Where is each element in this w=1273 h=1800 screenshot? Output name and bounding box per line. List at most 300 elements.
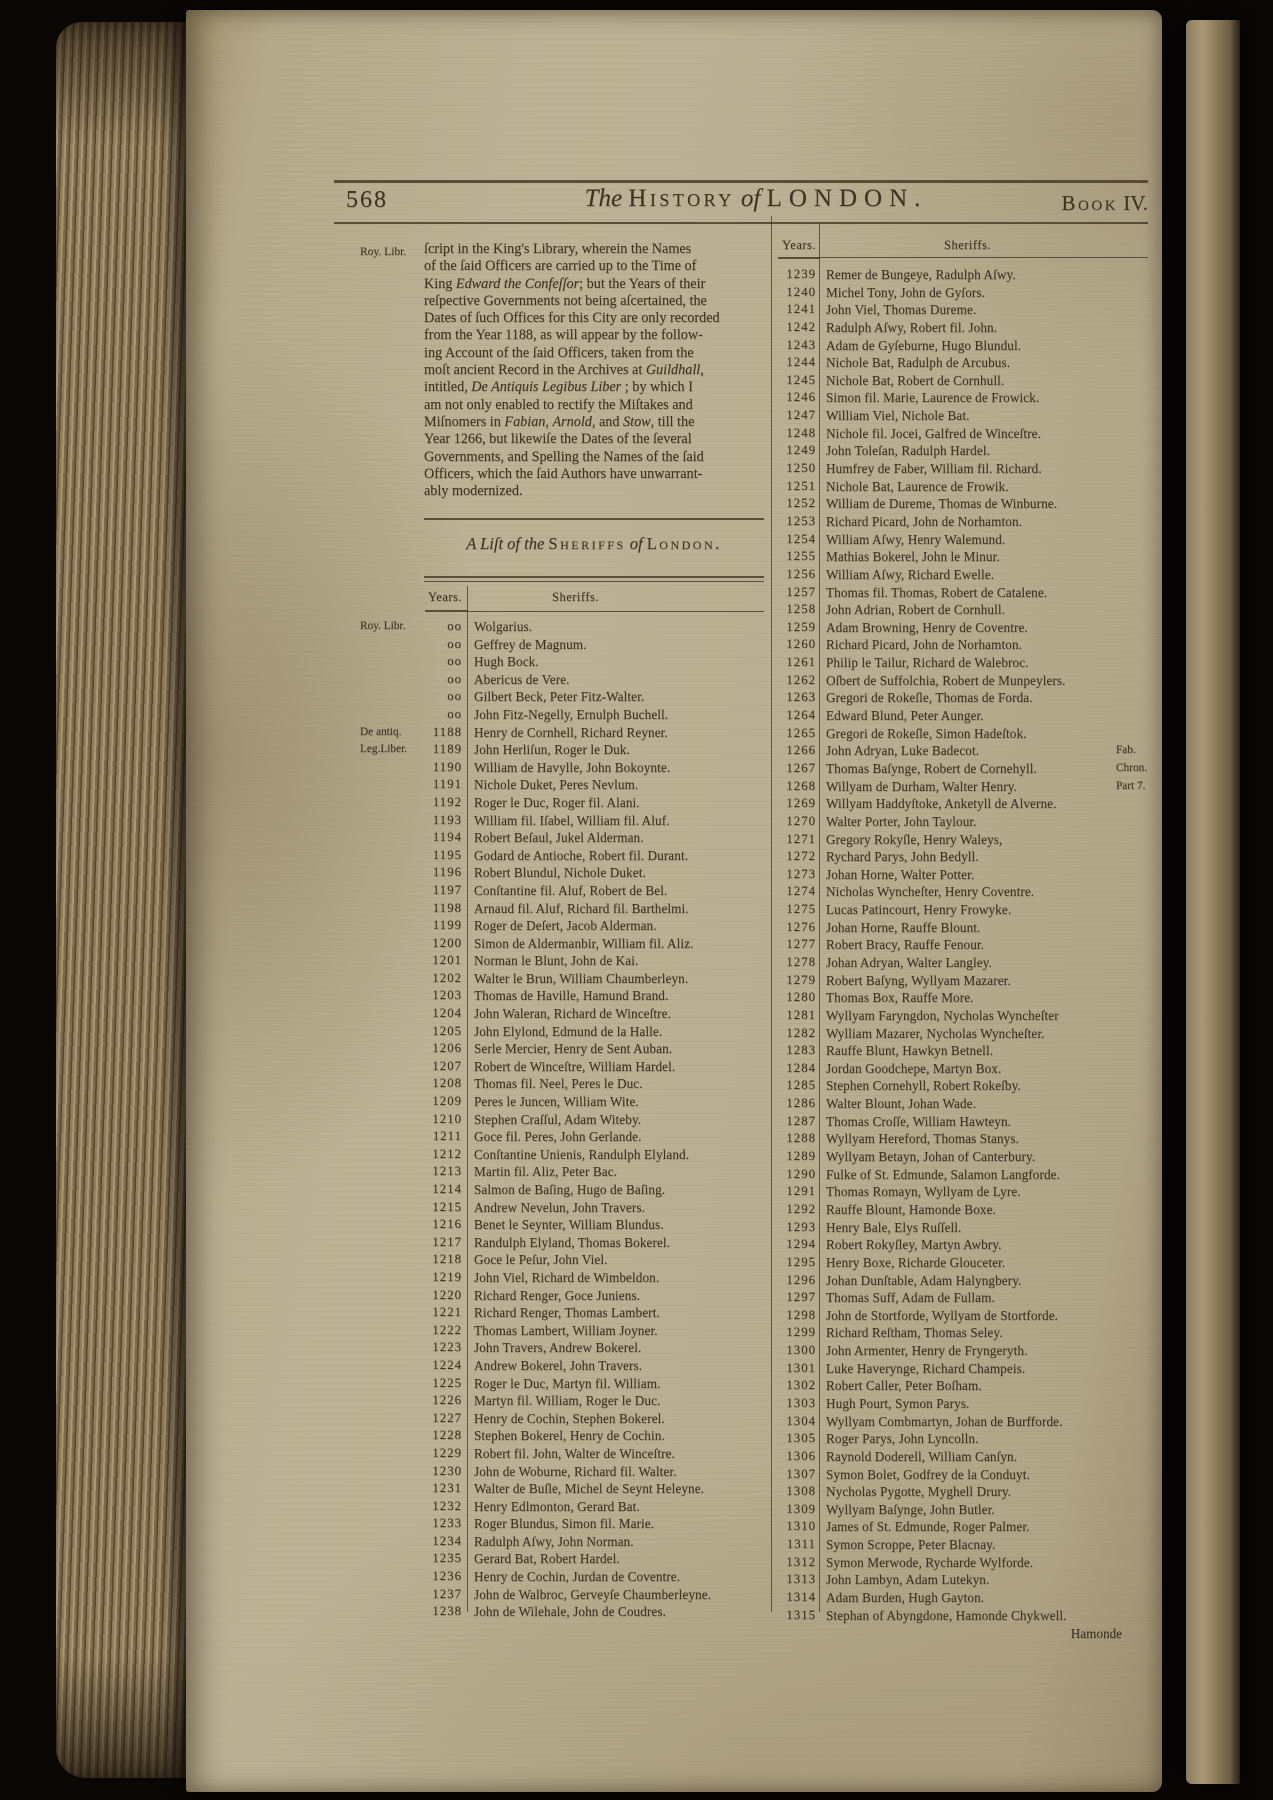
sheriffs-cell: Richard Reſtham, Thomas Seley. [826,1325,1003,1341]
table-row [780,1571,1160,1589]
table-row [424,1146,766,1164]
table-row [780,319,1160,337]
year-cell: 1247 [786,408,816,423]
year-cell: 1267 [786,760,816,775]
table-row [780,1430,1160,1448]
sheriffs-cell: Thomas Suff, Adam de Fullam. [826,1290,995,1306]
intro-paragraph [424,241,766,500]
table-row [780,866,1160,884]
year-cell: 1231 [432,1481,462,1496]
table-row [424,671,766,689]
year-cell: 1221 [432,1305,462,1320]
sheriffs-cell: Stephen Cornehyll, Robert Rokeſby. [826,1078,1021,1094]
sheriffs-cell: Roger le Duc, Martyn fil. William. [474,1375,661,1391]
sheriffs-cell: William de Dureme, Thomas de Winburne. [826,496,1058,512]
table-row [780,1113,1160,1131]
year-cell: 1245 [786,372,816,387]
year-cell: 1194 [432,830,462,845]
year-cell: 1241 [786,302,816,317]
table-row [780,778,1160,796]
table-row [780,1254,1160,1272]
table-row [780,1413,1160,1431]
year-cell: 1309 [786,1501,816,1516]
sheriffs-cell: Henry de Cornhell, Richard Reyner. [474,724,668,740]
year-cell: 1218 [432,1252,462,1267]
year-cell: 1280 [786,990,816,1005]
table-row [360,741,766,759]
sheriffs-cell: Gregory Rokyſle, Henry Waleys, [826,831,1003,847]
table-row [780,1518,1160,1536]
sheriffs-cell: Luke Haverynge, Richard Champeis. [826,1360,1026,1376]
year-cell: 1305 [786,1431,816,1446]
sheriffs-cell: Geffrey de Magnum. [474,636,587,652]
sheriffs-cell: Thomas Romayn, Wyllyam de Lyre. [826,1184,1021,1200]
sheriffs-cell: Philip le Tailur, Richard de Walebroc. [826,655,1029,671]
year-cell: 1215 [432,1199,462,1214]
year-cell: 1313 [786,1572,816,1587]
sheriffs-cell: Thomas fil. Neel, Peres le Duc. [474,1076,643,1092]
sheriffs-cell: Nichole Bat, Robert de Cornhull. [826,372,1005,388]
year-cell: 1279 [786,972,816,987]
year-cell: 1210 [432,1111,462,1126]
sheriffs-cell: Humfrey de Faber, William fil. Richard. [826,461,1042,477]
table-row [424,917,766,935]
year-cell: 1207 [432,1058,462,1073]
sheriffs-cell: Gilbert Beck, Peter Fitz-Walter. [474,689,645,705]
table-row [780,636,1160,654]
table-row [780,1236,1160,1254]
table-row [780,1342,1160,1360]
sheriffs-cell: William Aſwy, Henry Walemund. [826,531,1006,547]
sheriffs-cell: Roger Blundus, Simon fil. Marie. [474,1516,655,1532]
table-row [780,407,1160,425]
table-row [424,1463,766,1481]
sheriffs-cell: Nicholas Wyncheſter, Henry Coventre. [826,884,1035,900]
sheriffs-cell: Mathias Bokerel, John le Minur. [826,549,1000,565]
paragraph-line: Governments, and Spelling the Names of the ſaid [424,448,704,465]
year-cell: 1232 [432,1498,462,1513]
year-cell: 1292 [786,1201,816,1216]
year-cell: 1291 [786,1184,816,1199]
table-row [424,1586,766,1604]
sheriffs-cell: John de Wilehale, John de Coudres. [474,1604,666,1620]
year-cell: 1271 [786,831,816,846]
table-row [424,1199,766,1217]
sheriffs-cell: Wyllyam Hereford, Thomas Stanys. [826,1131,1019,1147]
year-cell: 1310 [786,1519,816,1534]
table-row [424,1111,766,1129]
sheriffs-cell: Walter Porter, John Taylour. [826,813,977,829]
table-row [424,970,766,988]
year-cell: 1205 [432,1023,462,1038]
table-row [424,1339,766,1357]
sheriffs-cell: Randulph Elyland, Thomas Bokerel. [474,1234,671,1250]
right-sheriffs-table [780,266,1160,1624]
year-cell: 1281 [786,1007,816,1022]
sheriffs-cell: Robert de Winceſtre, William Hardel. [474,1058,676,1074]
table-row [424,1269,766,1287]
sheriffs-cell: Thomas Baſynge, Robert de Cornehyll. [826,760,1037,776]
table-row [780,1483,1160,1501]
sheriffs-cell: Wolgarius. [474,619,533,634]
sheriffs-cell: Wyllyam Betayn, Johan of Canterbury. [826,1149,1036,1165]
sheriffs-cell: Henry Boxe, Richarde Glouceter. [826,1254,1006,1270]
year-cell: 1256 [786,566,816,581]
year-cell: 1220 [432,1287,462,1302]
table-top-rule-2 [424,581,764,582]
sheriffs-cell: William Aſwy, Richard Ewelle. [826,566,995,582]
paragraph-line: of the ſaid Officers are carried up to the Time of [424,258,697,275]
year-cell: 1315 [786,1607,816,1622]
year-cell: 1306 [786,1448,816,1463]
sheriffs-cell: Walter Blount, Johan Wade. [826,1096,977,1112]
table-row [780,901,1160,919]
table-row [424,1128,766,1146]
year-cell: 1208 [432,1076,462,1091]
table-row [424,1357,766,1375]
page-title: The History of LONDON. [584,185,928,212]
table-row [780,1025,1160,1043]
table-row [424,794,766,812]
table-row [780,1007,1160,1025]
sheriffs-cell: Richard Picard, John de Norhamton. [826,513,1023,529]
margin-note: Chron. [1116,761,1148,774]
sheriffs-cell: Thomas de Haville, Hamund Brand. [474,988,669,1004]
sheriffs-cell: Thomas Box, Rauffe More. [826,990,974,1006]
year-cell: 1229 [432,1445,462,1460]
sheriffs-cell: Nichole Bat, Radulph de Arcubus. [826,355,1011,371]
table-row [424,1392,766,1410]
table-row [780,883,1160,901]
year-cell: 1301 [786,1360,816,1375]
year-cell: 1191 [432,777,462,792]
year-cell: 1264 [786,708,816,723]
sheriffs-cell: John Waleran, Richard de Winceſtre. [474,1006,671,1022]
year-cell: 1297 [786,1290,816,1305]
year-cell: 1237 [432,1586,462,1601]
year-cell: 1285 [786,1078,816,1093]
sheriffs-cell: Abericus de Vere. [474,671,570,687]
table-row [424,1515,766,1533]
sheriffs-cell: Stephan of Abyngdone, Hamonde Chykwell. [826,1607,1067,1623]
sheriffs-cell: Wyllyam Faryngdon, Nycholas Wyncheſter [826,1007,1059,1023]
sheriffs-cell: Hugh Bock. [474,654,539,670]
sheriffs-cell: Jordan Goodchepe, Martyn Box. [826,1060,1002,1076]
column-divider [771,216,772,1612]
year-cell: 1242 [786,319,816,334]
year-cell: 1239 [786,267,816,281]
sheriffs-cell: John Armenter, Henry de Fryngeryth. [826,1343,1028,1359]
table-row [424,636,766,654]
sheriffs-cell: Johan Horne, Walter Potter. [826,866,975,882]
sheriffs-cell: Wyllyam Baſynge, John Butler. [826,1501,995,1517]
table-row [780,1042,1160,1060]
table-row [780,1360,1160,1378]
sheriffs-cell: Thomas fil. Thomas, Robert de Catalene. [826,584,1048,600]
sheriffs-cell: Symon Merwode, Rycharde Wylforde. [826,1554,1034,1570]
year-cell: 1202 [432,970,462,985]
sheriffs-cell: Symon Scroppe, Peter Blacnay. [826,1537,996,1553]
sheriffs-cell: Rauffe Blunt, Hawkyn Betnell. [826,1043,994,1059]
year-cell: 1223 [432,1340,462,1355]
table-row [780,1501,1160,1519]
table-row [780,389,1160,407]
sheriffs-cell: John Elylond, Edmund de la Halle. [474,1023,663,1039]
paragraph-line: from the Year 1188, as will appear by the follow- [424,327,703,344]
table-row [780,1607,1160,1625]
year-cell: 1286 [786,1096,816,1111]
paragraph-line: am not only enabled to rectify the Miſtakes and [424,396,693,413]
sheriffs-cell: Henry de Cochin, Jurdan de Coventre. [474,1569,681,1585]
sheriffs-cell: Nichole fil. Jocei, Galfred de Winceſtre. [826,425,1041,441]
margin-note: Fab. [1116,744,1136,757]
page-number: 568 [346,187,388,213]
sheriffs-cell: Robert Blundul, Nichole Duket. [474,865,646,881]
sheriffs-cell: John Adrian, Robert de Cornhull. [826,602,1006,618]
sheriffs-cell: Michel Tony, John de Gyſors. [826,284,986,300]
table-row [424,1040,766,1058]
table-row [424,688,766,706]
sheriffs-cell: Fulke of St. Edmunde, Salamon Langforde. [826,1166,1061,1182]
sheriffs-cell: Thomas Lambert, William Joyner. [474,1322,658,1338]
sheriffs-cell: Johan Adryan, Walter Langley. [826,954,992,970]
year-cell: 1258 [786,602,816,617]
table-row [780,584,1160,602]
year-cell: 1248 [786,425,816,440]
sheriffs-cell: Johan Dunſtable, Adam Halyngbery. [826,1272,1022,1288]
adjacent-page-edge [1186,20,1240,1784]
year-cell: 1250 [786,461,816,476]
sheriffs-cell: Robert Beſaul, Jukel Alderman. [474,830,644,846]
sheriffs-cell: Serle Mercier, Henry de Sent Auban. [474,1041,673,1057]
paragraph-line: Dates of ſuch Offices for this City are only recorded [424,310,720,327]
sheriffs-cell: Adam Burden, Hugh Gayton. [826,1590,985,1606]
sheriffs-cell: Radulph Aſwy, John Norman. [474,1533,634,1549]
year-cell: oo [447,654,462,669]
table-row [424,1234,766,1252]
margin-note: Roy. Libr. [360,620,406,632]
sheriffs-cell: John Herliſun, Roger le Duk. [474,742,630,758]
year-cell: 1312 [786,1554,816,1569]
year-cell: 1296 [786,1272,816,1287]
paragraph-line: Miſnomers in Fabian, Arnold, and Stow, till the [424,413,695,430]
table-row [424,759,766,777]
year-cell: 1238 [432,1604,462,1619]
table-row [424,1322,766,1340]
table-row [424,952,766,970]
year-cell: 1314 [786,1590,816,1605]
table-row [780,337,1160,355]
table-row [780,1201,1160,1219]
table-row [780,1307,1160,1325]
year-cell: 1304 [786,1413,816,1428]
sheriffs-cell: John de Woburne, Richard fil. Walter. [474,1463,677,1479]
year-cell: 1192 [432,794,462,809]
sheriffs-cell: Goce le Peſur, John Viel. [474,1252,608,1268]
sheriffs-cell: Gregori de Rokeſle, Simon Hadeſtok. [826,725,1027,741]
table-row [780,1466,1160,1484]
sheriffs-cell: John Viel, Thomas Dureme. [826,302,977,318]
table-row [424,1005,766,1023]
paragraph-line: intitled, De Antiquis Legibus Liber ; by which I [424,379,693,396]
table-row [424,1445,766,1463]
table-row [780,1060,1160,1078]
table-row [424,1410,766,1428]
year-cell: 1252 [786,496,816,511]
year-cell: 1249 [786,443,816,458]
year-cell: 1196 [432,865,462,880]
year-cell: 1257 [786,584,816,599]
table-row [780,795,1160,813]
table-row [780,1166,1160,1184]
table-row [780,725,1160,743]
table-row [424,1093,766,1111]
table-row [780,1395,1160,1413]
year-cell: 1211 [432,1129,462,1144]
table-row [780,919,1160,937]
sheriffs-cell: Oſbert de Suffolchia, Robert de Munpeylers. [826,672,1066,688]
table-row [424,776,766,794]
sheriffs-cell: William Viel, Nichole Bat. [826,408,970,424]
sheriffs-cell: Richard Picard, John de Norhamton. [826,637,1023,653]
year-cell: 1219 [432,1269,462,1284]
table-row [780,301,1160,319]
year-cell: 1260 [786,637,816,652]
left-sheriffs-header: Sheriffs. [552,590,599,604]
table-row [780,1183,1160,1201]
sheriffs-cell: Robert Rokyſley, Martyn Awbry. [826,1237,1002,1253]
paragraph-line: ſcript in the King's Library, wherein the Names [424,241,692,257]
sheriffs-cell: John de Walbroc, Gerveyſe Chaumberleyne. [474,1586,712,1602]
table-row [424,706,766,724]
year-cell: 1190 [432,759,462,774]
table-row [424,935,766,953]
table-row [424,1533,766,1551]
year-cell: 1299 [786,1325,816,1340]
sheriffs-cell: Richard Renger, Thomas Lambert. [474,1305,660,1321]
sheriffs-cell: Nichole Bat, Laurence de Frowik. [826,478,1009,494]
year-cell: 1278 [786,954,816,969]
year-cell: 1276 [786,919,816,934]
margin-note: Roy. Libr. [360,246,407,258]
book-page [186,10,1162,1792]
sheriffs-cell: John de Stortforde, Wyllyam de Stortforde. [826,1307,1059,1323]
year-cell: oo [447,689,462,704]
year-cell: 1294 [786,1237,816,1252]
year-cell: oo [447,671,462,686]
sheriffs-cell: Nichole Duket, Peres Nevlum. [474,777,639,793]
paragraph-line: reſpective Governments not being aſcertained, the [424,292,707,309]
table-row [780,742,1160,760]
table-row [780,672,1160,690]
table-row [424,847,766,865]
table-row [780,848,1160,866]
table-row [780,601,1160,619]
table-row [780,619,1160,637]
table-row [424,1075,766,1093]
year-cell: 1226 [432,1393,462,1408]
sheriffs-cell: Wylliam Mazarer, Nycholas Wyncheſter. [826,1025,1045,1041]
table-row [424,882,766,900]
year-cell: 1206 [432,1041,462,1056]
paragraph-line: moſt ancient Record in the Archives at Guildhall, [424,362,704,379]
right-sheriffs-header: Sheriffs. [944,238,991,252]
table-row [780,760,1160,778]
year-cell: 1235 [432,1551,462,1566]
year-cell: 1188 [432,724,462,739]
table-row [780,1536,1160,1554]
table-row [424,812,766,830]
sheriffs-cell: Hugh Pourt, Symon Parys. [826,1396,970,1411]
table-row [780,495,1160,513]
table-row [424,1480,766,1498]
sheriffs-cell: Henry Bale, Elys Ruſſell. [826,1219,962,1235]
year-cell: 1203 [432,988,462,1003]
sheriffs-cell: Godard de Antioche, Robert fil. Durant. [474,847,689,863]
table-row [780,1377,1160,1395]
sheriffs-cell: Lucas Patincourt, Henry Frowyke. [826,902,1012,918]
left-sheriffs-table [360,618,766,1621]
table-row [780,548,1160,566]
table-row [424,987,766,1005]
year-cell: 1253 [786,513,816,528]
sheriffs-cell: Stephen Bokerel, Henry de Cochin. [474,1428,665,1444]
year-cell: 1255 [786,549,816,564]
sheriffs-cell: Henry Edlmonton, Gerard Bat. [474,1498,640,1514]
table-row [424,1023,766,1041]
margin-note: De antiq. [360,725,402,738]
sheriffs-cell: Conſtantine fil. Aluf, Robert de Bel. [474,882,668,898]
year-cell: 1300 [786,1343,816,1358]
year-cell: 1298 [786,1307,816,1322]
margin-note: Part 7. [1116,779,1146,792]
left-years-header: Years. [428,590,463,604]
year-cell: 1216 [432,1217,462,1232]
table-row [424,1498,766,1516]
sheriffs-cell: Simon fil. Marie, Laurence de Frowick. [826,390,1040,406]
sheriffs-cell: John Fitz-Negelly, Ernulph Buchell. [474,706,669,722]
header-bottom-rule [334,222,1148,224]
sheriffs-cell: Rychard Parys, John Bedyll. [826,849,979,865]
table-row [780,989,1160,1007]
sheriffs-cell: James of St. Edmunde, Roger Palmer. [826,1519,1030,1535]
year-cell: 1212 [432,1146,462,1161]
year-cell: 1288 [786,1131,816,1146]
paragraph-line: Officers, which the ſaid Authors have unwarrant- [424,465,703,482]
year-cell: 1227 [432,1410,462,1425]
year-cell: 1263 [786,690,816,705]
table-row [780,831,1160,849]
sheriffs-cell: Walter de Buſle, Michel de Seynt Heleyne. [474,1481,705,1497]
sheriffs-cell: William fil. Iſabel, William fil. Aluf. [474,812,670,828]
sheriffs-cell: John Viel, Richard de Wimbeldon. [474,1269,660,1285]
right-years-header: Years. [782,238,817,252]
table-row [780,1148,1160,1166]
sheriffs-cell: Benet le Seynter, William Blundus. [474,1217,664,1233]
table-row [424,900,766,918]
year-cell: 1251 [786,478,816,493]
list-heading: A Liſt of the Sheriffs of London. [466,534,722,553]
year-cell: 1265 [786,725,816,740]
table-row [780,1554,1160,1572]
year-cell: 1272 [786,849,816,864]
table-row [424,864,766,882]
table-row [780,1095,1160,1113]
sheriffs-cell: Walter le Brun, William Chaumberleyn. [474,970,689,986]
sheriffs-cell: John Toleſan, Radulph Hardel. [826,443,990,459]
year-cell: 1284 [786,1060,816,1075]
sheriffs-cell: Edward Blund, Peter Aunger. [826,708,984,724]
